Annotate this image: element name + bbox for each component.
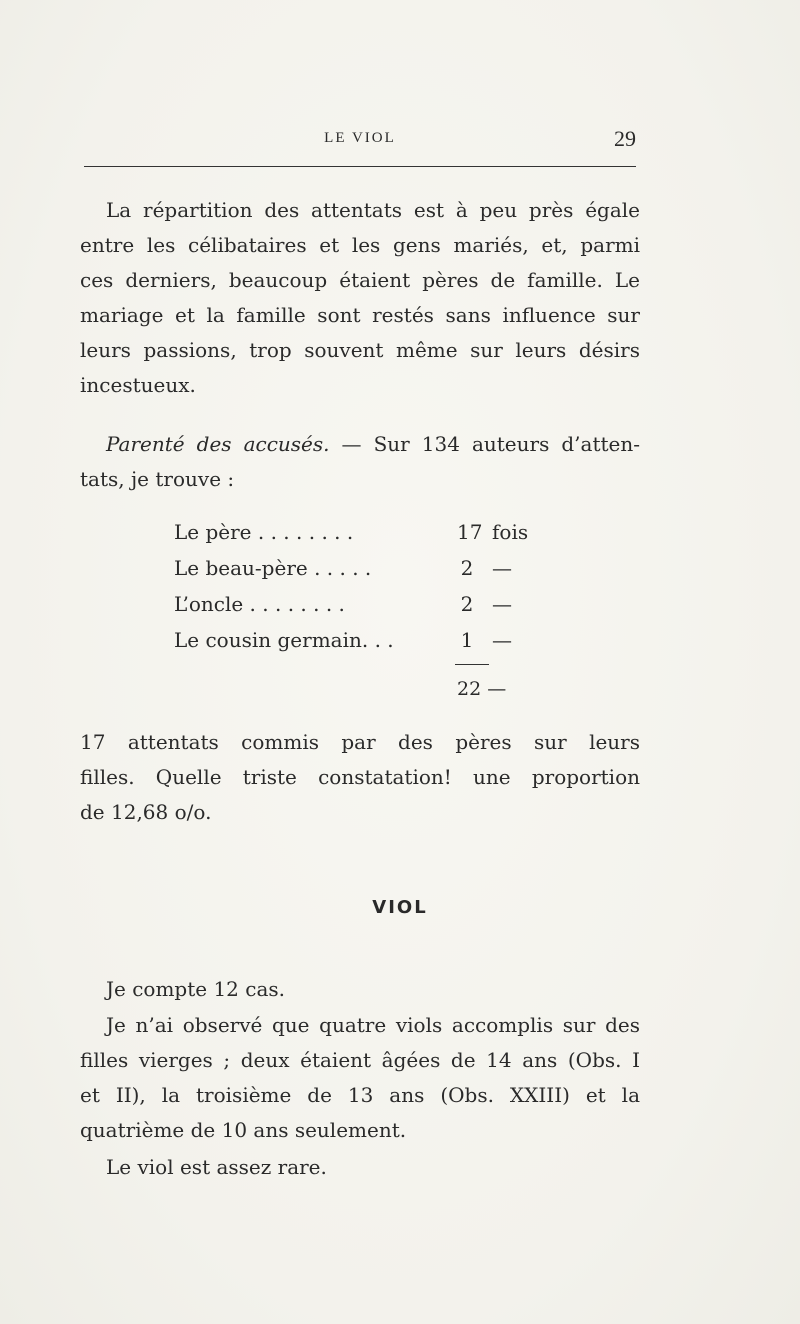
table-row <box>174 556 554 592</box>
table-row <box>174 628 554 664</box>
text-line: 17 attentats commis par des pères sur leurs <box>80 730 640 754</box>
kin-count: 2 <box>460 592 474 616</box>
kin-label: Le père . . . . . . . . <box>174 520 354 544</box>
kin-label: Le beau-père . . . . . <box>174 556 372 580</box>
kin-label: L’oncle . . . . . . . . <box>174 592 345 616</box>
kin-count: 17 <box>457 520 483 544</box>
text-line: La répartition des attentats est à peu près égale <box>106 198 640 222</box>
text-line: Je compte 12 cas. <box>106 977 286 1001</box>
text-line: entre les célibataires et les gens mariés, et, parmi <box>80 233 640 257</box>
kin-count: 1 <box>460 628 474 652</box>
text-line: et II), la troisième de 13 ans (Obs. XXIII) et la <box>80 1083 640 1107</box>
kin-unit: fois <box>492 520 529 544</box>
table-row <box>174 520 554 556</box>
text-line: Je n’ai observé que quatre viols accomplis sur des <box>106 1013 640 1037</box>
running-title: LE VIOL <box>324 130 396 146</box>
text-line: incestueux. <box>80 373 196 397</box>
sum-rule <box>455 664 489 665</box>
paragraph-kinship-intro <box>80 427 640 497</box>
text-line: de 12,68 o/o. <box>80 800 212 824</box>
kin-unit: — <box>492 628 512 652</box>
text-line <box>80 427 640 462</box>
text-line: tats, je trouve : <box>80 467 235 491</box>
text-line: leurs passions, trop souvent même sur leurs désirs <box>80 338 640 362</box>
text-line: filles. Quelle triste constatation! une proportion <box>80 765 640 789</box>
paragraph-virgins <box>80 1008 640 1148</box>
kinship-total: 22 — <box>457 678 507 700</box>
text-line: ces derniers, beaucoup étaient pères de famille. Le <box>80 268 640 292</box>
paragraph-count <box>80 972 640 1007</box>
header-rule <box>84 166 636 167</box>
paragraph-rare <box>80 1150 640 1185</box>
page-number: 29 <box>614 126 636 151</box>
running-header <box>84 128 636 152</box>
kinship-table <box>174 520 554 664</box>
kin-unit: — <box>492 592 512 616</box>
line-rest: — Sur 134 auteurs d’atten- <box>329 432 640 456</box>
paragraph-marriage <box>80 193 640 403</box>
table-row <box>174 592 554 628</box>
text-line: mariage et la famille sont restés sans influence sur <box>80 303 640 327</box>
section-heading: VIOL <box>372 897 428 918</box>
kin-count: 2 <box>460 556 474 580</box>
text-line: quatrième de 10 ans seulement. <box>80 1118 407 1142</box>
text-line: filles vierges ; deux étaient âgées de 14 ans (Obs. I <box>80 1048 640 1072</box>
paragraph-fathers <box>80 725 640 830</box>
italic-lead: Parenté des accusés. <box>106 432 330 456</box>
kin-unit: — <box>492 556 512 580</box>
text-line: Le viol est assez rare. <box>106 1155 327 1179</box>
kin-label: Le cousin germain. . . <box>174 628 394 652</box>
